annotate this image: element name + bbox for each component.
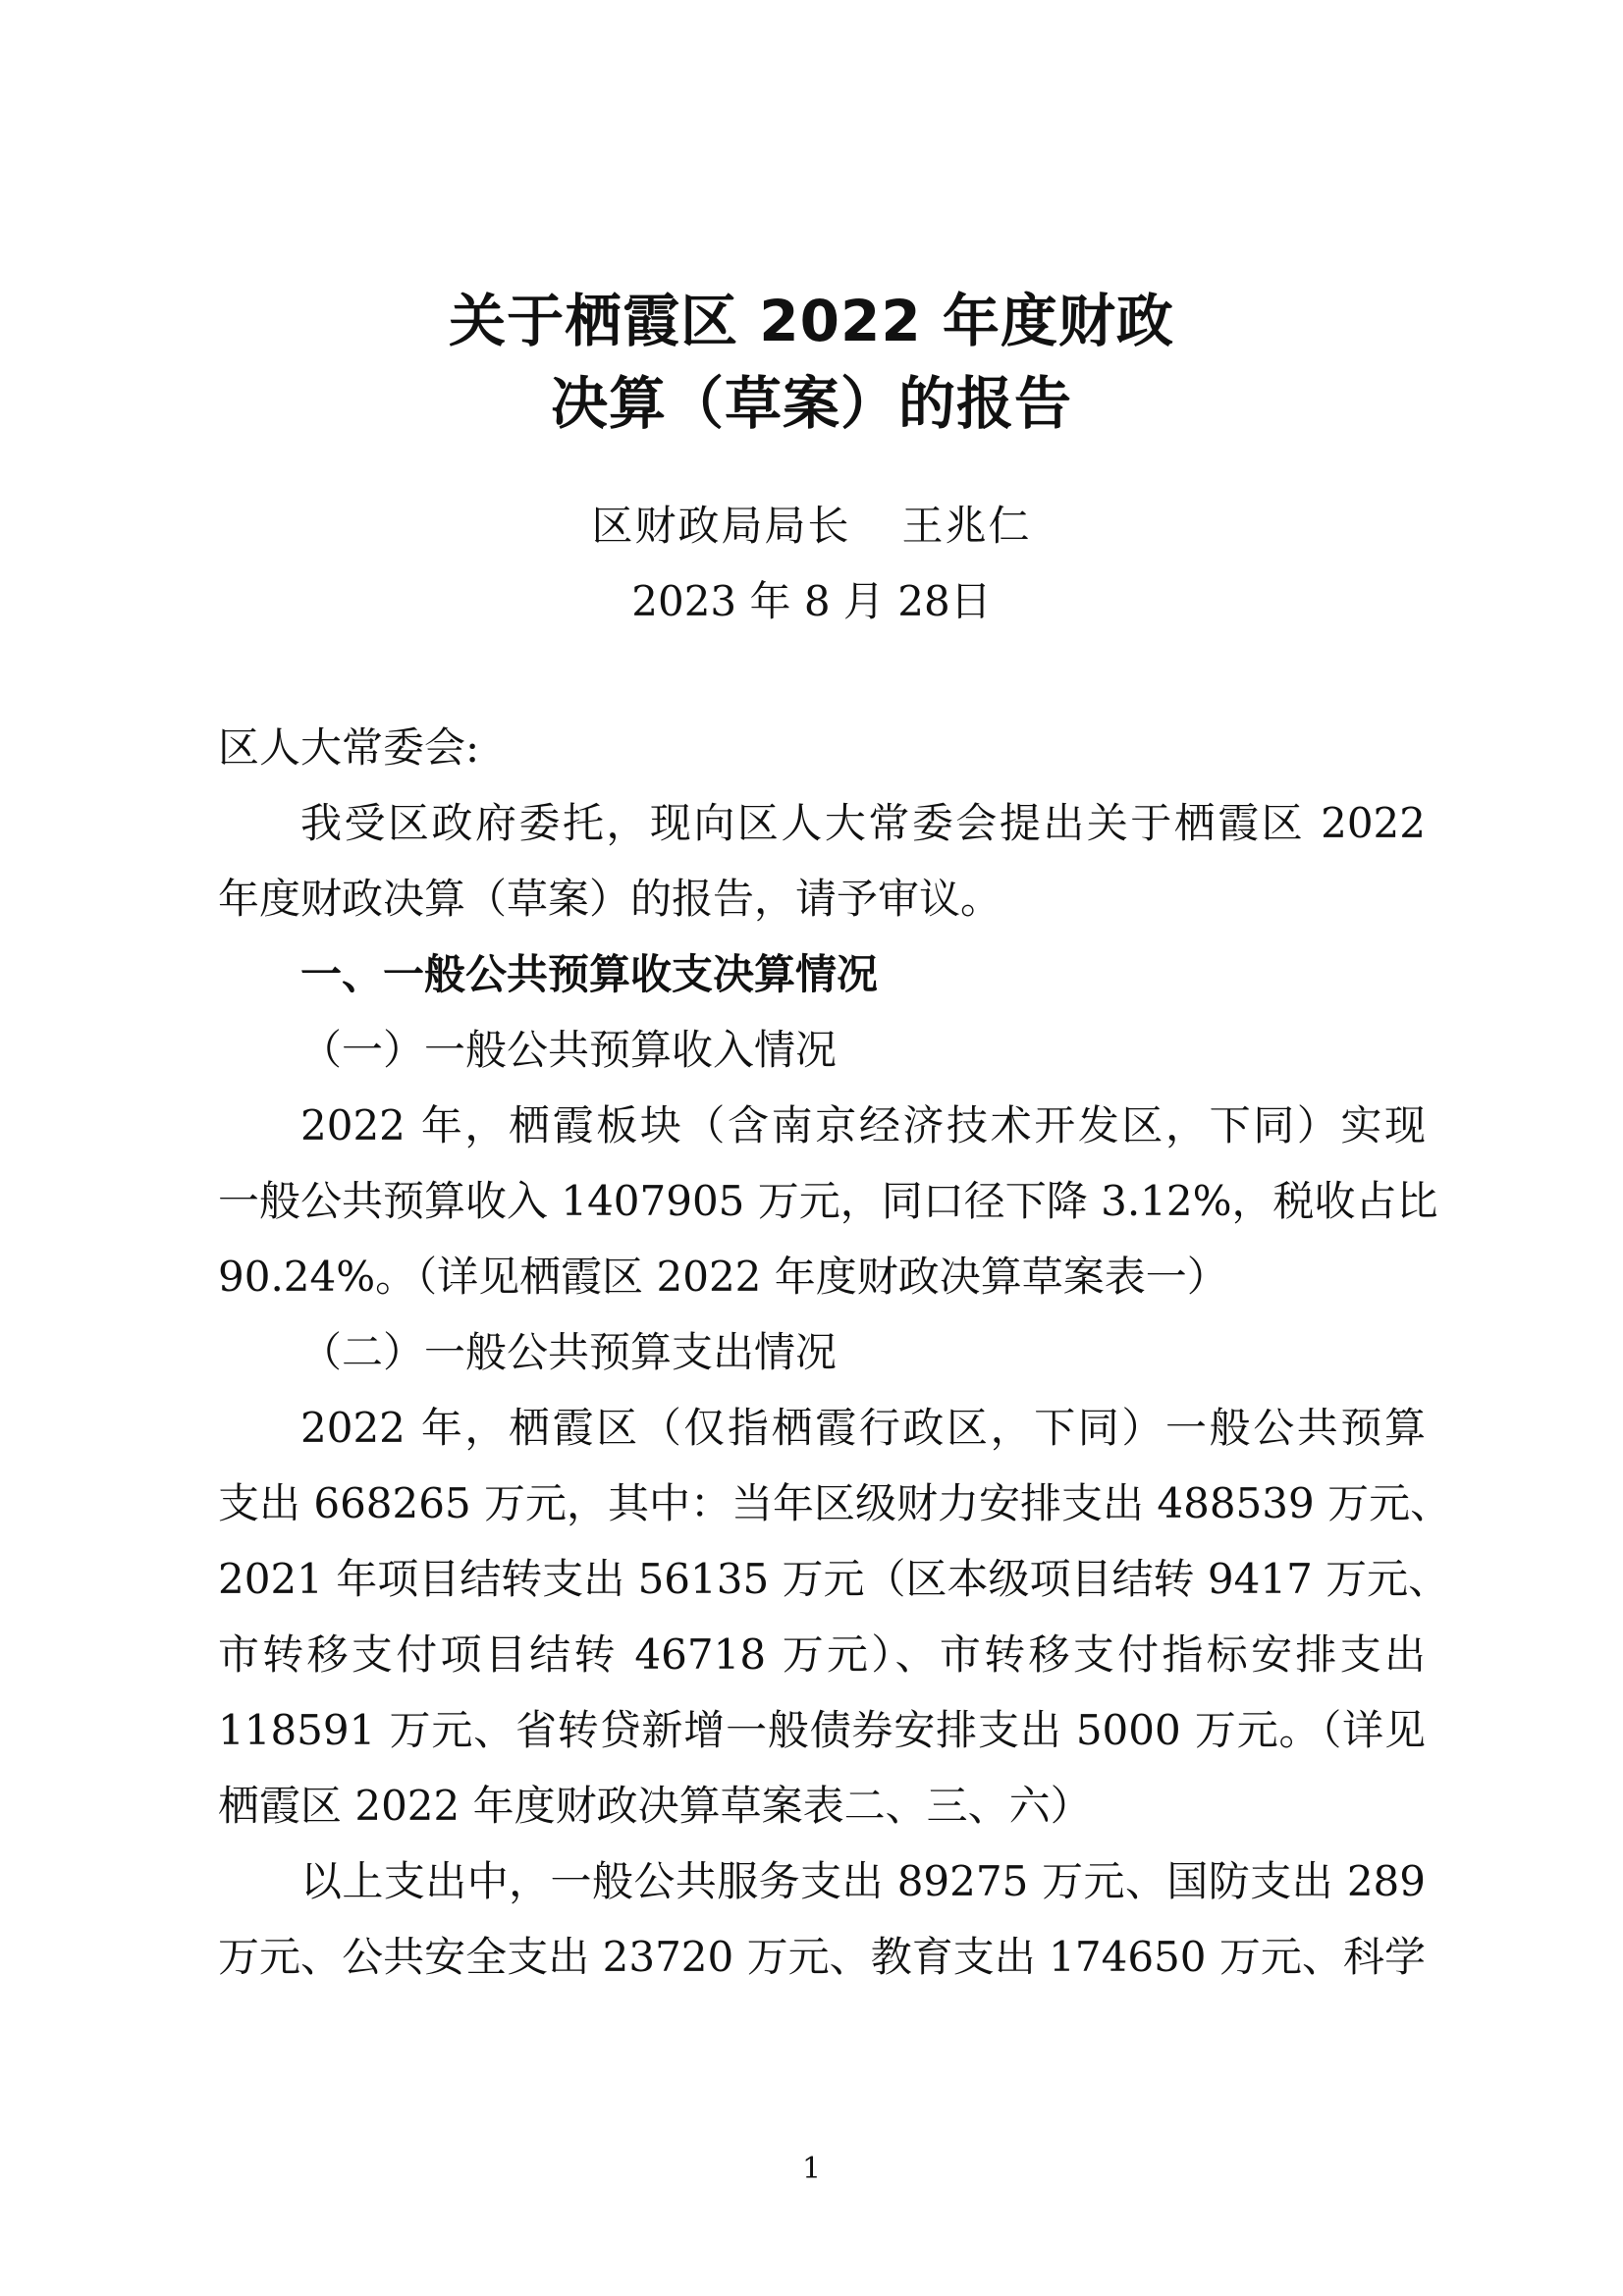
body-line-8: 2021 年项目结转支出 56135 万元（区本级项目结转 9417 万元、 — [218, 1555, 1450, 1603]
body-line-11: 栖霞区 2022 年度财政决算草案表二、三、六） — [218, 1782, 1092, 1830]
body-line-7: 支出 668265 万元，其中：当年区级财力安排支出 488539 万元、 — [218, 1479, 1452, 1527]
body-line-5: 90.24%。（详见栖霞区 2022 年度财政决算草案表一） — [218, 1253, 1228, 1301]
body-line-12: 以上支出中，一般公共服务支出 89275 万元、国防支出 289 — [300, 1857, 1426, 1905]
document-title-line-1: 关于栖霞区 2022 年度财政 — [449, 288, 1174, 354]
salutation: 区人大常委会: — [218, 723, 480, 772]
author-name: 王兆仁 — [901, 502, 1032, 550]
report-date: 2023 年 8 月 28日 — [631, 577, 992, 625]
body-line-10: 118591 万元、省转贷新增一般债券安排支出 5000 万元。（详见 — [218, 1706, 1426, 1754]
author-title: 区财政局局长 — [591, 502, 851, 550]
body-line-3: 2022 年，栖霞板块（含南京经济技术开发区，下同）实现 — [300, 1101, 1426, 1149]
body-line-13: 万元、公共安全支出 23720 万元、教育支出 174650 万元、科学 — [218, 1933, 1426, 1981]
body-line-4: 一般公共预算收入 1407905 万元，同口径下降 3.12%，税收占比 — [218, 1177, 1438, 1225]
page-number: 1 — [801, 2152, 822, 2186]
author-line — [0, 499, 1623, 554]
body-line-6: 2022 年，栖霞区（仅指栖霞行政区，下同）一般公共预算 — [300, 1404, 1426, 1452]
body-line-2: 年度财政决算（草案）的报告，请予审议。 — [218, 875, 1002, 923]
document-title-line-2: 决算（草案）的报告 — [550, 370, 1072, 437]
body-line-1: 我受区政府委托，现向区人大常委会提出关于栖霞区 2022 — [300, 799, 1426, 847]
section-heading-1: 一、一般公共预算收支决算情况 — [300, 950, 879, 998]
subsection-heading-1: （一）一般公共预算收入情况 — [300, 1026, 838, 1074]
body-line-9: 市转移支付项目结转 46718 万元）、市转移支付指标安排支出 — [218, 1630, 1426, 1679]
subsection-heading-2: （二）一般公共预算支出情况 — [300, 1328, 838, 1376]
